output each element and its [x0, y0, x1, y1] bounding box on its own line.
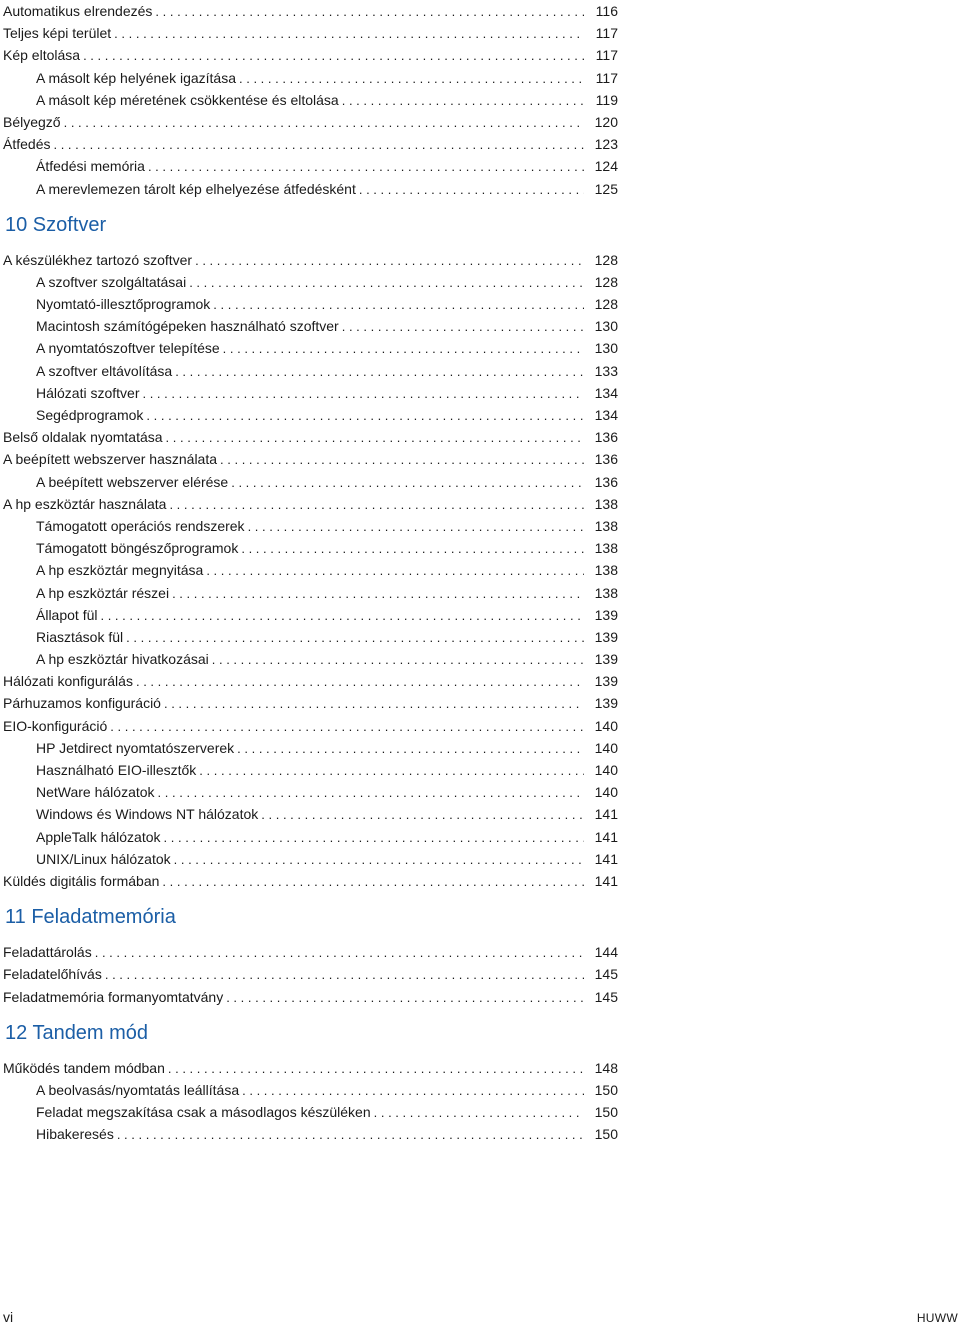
toc-entry-title: Hibakeresés: [36, 1126, 114, 1143]
toc-entry[interactable]: [3, 133, 618, 155]
dot-leader: [117, 1124, 584, 1146]
toc-entry-title: EIO-konfiguráció: [3, 717, 108, 734]
dot-leader: [83, 45, 584, 67]
toc-entry-page: 141: [594, 828, 618, 845]
toc-entry[interactable]: [3, 426, 618, 448]
toc-entry-page: 130: [594, 340, 618, 357]
dot-leader: [110, 716, 584, 738]
toc-entry-page: 116: [595, 3, 618, 19]
toc-entry-title: A szoftver szolgáltatásai: [36, 273, 187, 290]
toc-entry-title: Macintosh számítógépeken használható szoftver: [36, 318, 339, 335]
dot-leader: [162, 871, 584, 893]
toc-entry-title: Működés tandem módban: [3, 1059, 165, 1076]
toc-entry-page: 140: [594, 739, 618, 756]
toc-entry[interactable]: [3, 44, 618, 66]
toc-entry-page: 141: [594, 872, 618, 889]
toc-entry-title: Támogatott operációs rendszerek: [36, 517, 245, 534]
dot-leader: [241, 538, 584, 560]
dot-leader: [169, 494, 584, 516]
toc-entry[interactable]: [3, 692, 618, 714]
dot-leader: [95, 942, 584, 964]
toc-entry-page: 141: [594, 806, 618, 823]
toc-entry-page: 123: [594, 136, 618, 153]
dot-leader: [242, 1080, 584, 1102]
dot-leader: [359, 179, 584, 201]
toc-entry-page: 134: [594, 407, 618, 423]
toc-entry[interactable]: [3, 271, 618, 293]
toc-entry[interactable]: [3, 382, 618, 404]
toc-entry-page: 139: [594, 606, 618, 623]
toc-entry-title: Riasztások fül: [36, 628, 124, 645]
toc-entry[interactable]: [3, 1079, 618, 1101]
toc-entry-title: Feladattárolás: [3, 944, 92, 961]
dot-leader: [223, 338, 584, 360]
toc-entry-page: 124: [594, 158, 618, 175]
toc-entry[interactable]: [3, 870, 618, 892]
toc-entry-title: Bélyegző: [3, 113, 61, 130]
dot-leader: [175, 361, 584, 383]
toc-entry[interactable]: [3, 537, 618, 559]
toc-entry-page: 139: [594, 695, 618, 712]
toc-entry-title: Állapot fül: [36, 606, 98, 623]
dot-leader: [100, 605, 584, 627]
toc-entry[interactable]: [3, 404, 618, 426]
toc-entry-page: 139: [594, 651, 618, 668]
toc-entry[interactable]: [3, 89, 618, 111]
toc-entry-page: 134: [594, 384, 618, 401]
toc-entry[interactable]: [3, 781, 618, 803]
toc-entry-page: 140: [594, 717, 618, 734]
chapter-heading: 12 Tandem mód: [5, 1021, 149, 1044]
toc-entry-page: 125: [594, 180, 618, 197]
toc-entry-page: 128: [594, 273, 618, 290]
toc-entry-title: UNIX/Linux hálózatok: [36, 850, 171, 867]
toc-entry-page: 136: [594, 473, 618, 490]
toc-entry-title: A beolvasás/nyomtatás leállítása: [36, 1081, 240, 1098]
toc-entry[interactable]: [3, 670, 618, 692]
dot-leader: [237, 738, 584, 760]
toc-entry[interactable]: [3, 360, 618, 382]
dot-leader: [220, 449, 584, 471]
dot-leader: [239, 68, 584, 90]
toc-entry-page: 138: [594, 584, 618, 601]
toc-entry[interactable]: [3, 22, 618, 44]
toc-entry-title: A merevlemezen tárolt kép elhelyezése átfedésként: [36, 180, 356, 197]
toc-entry-title: Feladat megszakítása csak a másodlagos készüléken: [36, 1104, 371, 1121]
dot-leader: [148, 156, 584, 178]
toc-entry[interactable]: [3, 582, 618, 604]
toc-entry-title: A beépített webszerver használata: [3, 451, 218, 468]
toc-entry-page: 133: [594, 362, 618, 379]
toc-entry-page: 128: [594, 296, 618, 313]
dot-leader: [136, 671, 584, 693]
toc-entry-title: Küldés digitális formában: [3, 872, 160, 889]
toc-entry-page: 138: [594, 495, 618, 512]
dot-leader: [114, 23, 584, 45]
toc-entry-title: Hálózati konfigurálás: [3, 673, 133, 690]
dot-leader: [231, 472, 584, 494]
toc-entry-page: 140: [594, 762, 618, 778]
dot-leader: [164, 693, 584, 715]
dot-leader: [142, 383, 584, 405]
toc-entry[interactable]: [3, 471, 618, 493]
toc-entry[interactable]: [3, 826, 618, 848]
toc-entry-title: NetWare hálózatok: [36, 784, 155, 801]
toc-entry-title: Teljes képi terület: [3, 25, 112, 42]
toc-entry[interactable]: [3, 67, 618, 89]
toc-entry-page: 150: [594, 1126, 618, 1143]
dot-leader: [261, 804, 584, 826]
toc-entry[interactable]: [3, 1101, 618, 1123]
toc-entry-title: A hp eszköztár hivatkozásai: [36, 651, 209, 668]
toc-entry[interactable]: [3, 0, 618, 22]
toc-entry[interactable]: [3, 604, 618, 626]
dot-leader: [105, 964, 584, 986]
toc-entry-title: A másolt kép helyének igazítása: [36, 69, 237, 86]
toc-entry[interactable]: [3, 986, 618, 1008]
toc-entry-title: Használható EIO-illesztők: [36, 762, 197, 778]
toc-entry-page: 117: [595, 47, 618, 64]
toc-entry-title: A nyomtatószoftver telepítése: [36, 340, 220, 357]
footer-page-number: vi: [3, 1309, 14, 1325]
toc-entry-page: 117: [595, 69, 618, 86]
dot-leader: [189, 272, 584, 294]
dot-leader: [53, 134, 584, 156]
toc-entry[interactable]: [3, 737, 618, 759]
toc-entry[interactable]: [3, 111, 618, 133]
toc-entry-page: 139: [594, 628, 618, 645]
dot-leader: [342, 316, 584, 338]
toc-entry-title: A hp eszköztár részei: [36, 584, 170, 601]
dot-leader: [172, 583, 584, 605]
dot-leader: [126, 627, 584, 649]
dot-leader: [342, 90, 584, 112]
toc-entry-title: Belső oldalak nyomtatása: [3, 429, 163, 446]
chapter-heading: 10 Szoftver: [5, 213, 107, 236]
toc-entry-page: 145: [594, 966, 618, 983]
toc-entry[interactable]: [3, 626, 618, 648]
toc-entry-page: 150: [594, 1081, 618, 1098]
toc-entry-title: Párhuzamos konfiguráció: [3, 695, 161, 712]
toc-entry-title: Feladatmemória formanyomtatvány: [3, 988, 224, 1005]
dot-leader: [374, 1102, 584, 1124]
dot-leader: [158, 782, 584, 804]
toc-entry-page: 140: [594, 784, 618, 801]
toc-entry-title: A beépített webszerver elérése: [36, 473, 229, 490]
dot-leader: [248, 516, 584, 538]
toc-entry[interactable]: [3, 178, 618, 200]
toc-entry-page: 119: [595, 91, 618, 108]
toc-entry-page: 148: [594, 1059, 618, 1076]
dot-leader: [155, 1, 584, 23]
toc-entry-title: A hp eszköztár használata: [3, 495, 167, 512]
toc-entry-title: Feladatelőhívás: [3, 966, 102, 983]
dot-leader: [212, 649, 584, 671]
toc-entry-title: Automatikus elrendezés: [3, 3, 153, 19]
toc-entry-title: Kép eltolása: [3, 47, 81, 64]
dot-leader: [226, 987, 584, 1009]
toc-entry-title: Átfedés: [3, 136, 51, 153]
dot-leader: [168, 1058, 584, 1080]
toc-entry-page: 138: [594, 540, 618, 557]
toc-entry[interactable]: [3, 848, 618, 870]
toc-entry-title: Támogatott böngészőprogramok: [36, 540, 239, 557]
toc-entry[interactable]: [3, 715, 618, 737]
toc-entry-title: Hálózati szoftver: [36, 384, 140, 401]
toc-entry-page: 144: [594, 944, 618, 961]
toc-entry-page: 117: [595, 25, 618, 42]
toc-entry-title: A másolt kép méretének csökkentése és eltolása: [36, 91, 339, 108]
toc-entry-page: 128: [594, 251, 618, 268]
toc-entry[interactable]: [3, 559, 618, 581]
toc-entry[interactable]: [3, 648, 618, 670]
dot-leader: [64, 112, 584, 134]
chapter-heading: 11 Feladatmemória: [5, 906, 176, 929]
toc-entry-page: 150: [594, 1104, 618, 1121]
toc-entry[interactable]: [3, 941, 618, 963]
footer-doc-code: HUWW: [916, 1311, 958, 1325]
toc-entry[interactable]: [3, 803, 618, 825]
toc-entry-page: 136: [594, 451, 618, 468]
dot-leader: [146, 405, 584, 427]
dot-leader: [166, 427, 584, 449]
toc-entry[interactable]: [3, 293, 618, 315]
toc-entry-title: AppleTalk hálózatok: [36, 828, 161, 845]
toc-entry-title: A készülékhez tartozó szoftver: [3, 251, 193, 268]
dot-leader: [164, 827, 584, 849]
toc-entry-page: 139: [594, 673, 618, 690]
toc-entry[interactable]: [3, 155, 618, 177]
toc-entry-title: Windows és Windows NT hálózatok: [36, 806, 259, 823]
toc-entry-title: A hp eszköztár megnyitása: [36, 562, 204, 579]
toc-entry-page: 136: [594, 429, 618, 446]
toc-entry-page: 138: [594, 517, 618, 534]
dot-leader: [213, 294, 584, 316]
toc-entry[interactable]: [3, 1057, 618, 1079]
toc-entry-page: 138: [594, 562, 618, 579]
table-of-contents: [3, 0, 618, 1145]
toc-entry-title: HP Jetdirect nyomtatószerverek: [36, 739, 235, 756]
toc-entry-title: A szoftver eltávolítása: [36, 362, 173, 379]
toc-entry-page: 141: [594, 850, 618, 867]
toc-entry[interactable]: [3, 963, 618, 985]
toc-entry-title: Nyomtató-illesztőprogramok: [36, 296, 211, 313]
toc-entry[interactable]: [3, 448, 618, 470]
toc-entry[interactable]: [3, 515, 618, 537]
toc-entry[interactable]: [3, 1123, 618, 1145]
dot-leader: [206, 560, 584, 582]
toc-entry[interactable]: [3, 759, 618, 781]
toc-entry-title: Átfedési memória: [36, 158, 145, 175]
toc-entry[interactable]: [3, 315, 618, 337]
dot-leader: [174, 849, 584, 871]
toc-entry-title: Segédprogramok: [36, 407, 144, 423]
dot-leader: [195, 250, 584, 272]
toc-entry[interactable]: [3, 337, 618, 359]
toc-entry-page: 130: [594, 318, 618, 335]
toc-entry[interactable]: [3, 493, 618, 515]
dot-leader: [199, 760, 584, 782]
toc-entry-page: 120: [594, 113, 618, 130]
toc-entry[interactable]: [3, 249, 618, 271]
toc-entry-page: 145: [594, 988, 618, 1005]
